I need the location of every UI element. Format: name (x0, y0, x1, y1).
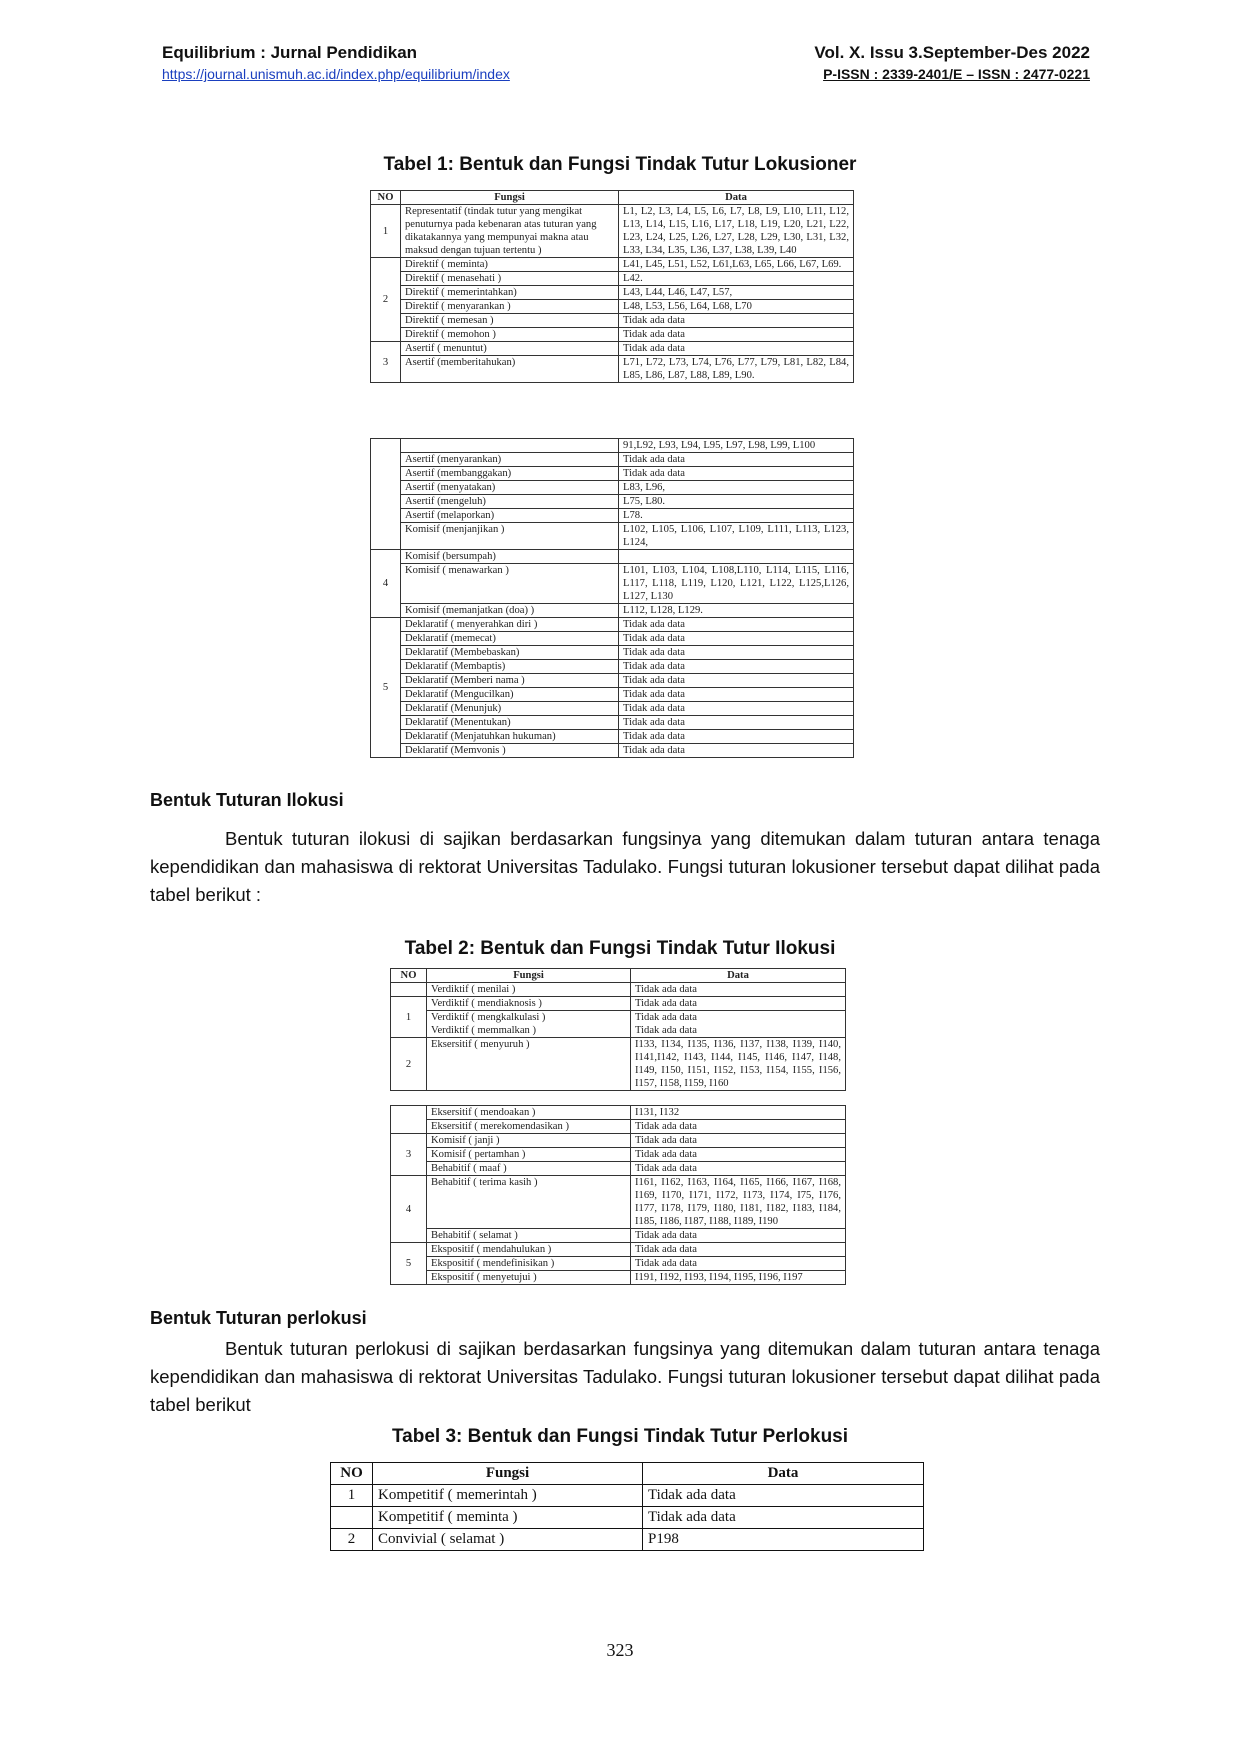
table-row (371, 356, 854, 383)
table1-part2 (370, 438, 854, 758)
fungsi-cell: Verdiktif ( mendiaknosis ) (427, 997, 631, 1011)
fungsi-cell: Verdiktif ( menilai ) (427, 983, 631, 997)
table-row (371, 564, 854, 604)
table-row (371, 632, 854, 646)
table-row (391, 1243, 846, 1257)
column-header-0: NO (391, 969, 427, 983)
table-row (371, 453, 854, 467)
fungsi-cell: Eksersitif ( merekomendasikan ) (427, 1120, 631, 1134)
table-row (371, 258, 854, 272)
fungsi-cell: Kompetitif ( meminta ) (373, 1507, 643, 1529)
table-row (371, 702, 854, 716)
data-cell: Tidak ada data (619, 730, 854, 744)
fungsi-cell: Asertif (memberitahukan) (401, 356, 619, 383)
table-row (371, 467, 854, 481)
fungsi-cell: Deklaratif (memecat) (401, 632, 619, 646)
fungsi-cell: Direktif ( menyarankan ) (401, 300, 619, 314)
data-cell: Tidak ada data (631, 1148, 846, 1162)
table-row (371, 744, 854, 758)
data-cell: Tidak ada data (619, 702, 854, 716)
fungsi-cell (401, 439, 619, 453)
data-cell: I161, I162, I163, I164, I165, I166, I167, I168, I169, I170, I171, I172, I173, I174, I75, I176, I177, I178, I179, I180, I181, I182, I183, I184, I185, I186, I187, I188, I189, I190 (631, 1176, 846, 1229)
table-row (391, 1148, 846, 1162)
data-cell: I133, I134, I135, I136, I137, I138, I139, I140, I141,I142, I143, I144, I145, I146, I147, I148, I149, I150, I151, I152, I153, I154, I155, I156, I157, I158, I159, I160 (631, 1038, 846, 1091)
row-number: 2 (371, 258, 401, 342)
data-cell: I131, I132 (631, 1106, 846, 1120)
data-cell: Tidak ada data (643, 1507, 924, 1529)
paragraph-ilokusi: Bentuk tuturan ilokusi di sajikan berdasarkan fungsinya yang ditemukan dalam tuturan antara tenaga kependidikan dan mahasiswa di rektorat Universitas Tadulako. Fungsi tuturan lokusioner tersebut dapat dilihat pada tabel berikut : (150, 828, 1100, 905)
row-number (371, 439, 401, 550)
fungsi-cell: Asertif (mengeluh) (401, 495, 619, 509)
table-row (391, 1162, 846, 1176)
data-cell: Tidak ada data (619, 618, 854, 632)
fungsi-cell: Behabitif ( selamat ) (427, 1229, 631, 1243)
fungsi-cell: Convivial ( selamat ) (373, 1529, 643, 1551)
data-cell: Tidak ada data (619, 744, 854, 758)
table-header-row (371, 191, 854, 205)
row-number: 1 (371, 205, 401, 258)
fungsi-cell: Deklaratif (Membaptis) (401, 660, 619, 674)
row-number (391, 1106, 427, 1134)
fungsi-cell: Deklaratif (Menentukan) (401, 716, 619, 730)
section-heading-ilokusi: Bentuk Tuturan Ilokusi (150, 790, 344, 810)
fungsi-cell: Behabitif ( terima kasih ) (427, 1176, 631, 1229)
table-header-row (331, 1463, 924, 1485)
table-row (371, 272, 854, 286)
data-cell: Tidak ada data (619, 453, 854, 467)
table-row (391, 1106, 846, 1120)
fungsi-cell: Ekspositif ( mendahulukan ) (427, 1243, 631, 1257)
data-cell: Tidak ada data (619, 314, 854, 328)
column-header-0: NO (331, 1463, 373, 1485)
data-cell: L101, L103, L104, L108,L110, L114, L115, L116, L117, L118, L119, L120, L121, L122, L125,L126, L127, L130 (619, 564, 854, 604)
data-cell: Tidak ada data (631, 1257, 846, 1271)
data-cell: Tidak ada data (631, 1243, 846, 1257)
data-cell: L42. (619, 272, 854, 286)
fungsi-cell: Komisif (bersumpah) (401, 550, 619, 564)
row-number: 4 (371, 550, 401, 618)
issn-info: P-ISSN : 2339-2401/E – ISSN : 2477-0221 (823, 66, 1090, 82)
table-row (371, 730, 854, 744)
row-number: 1 (331, 1485, 373, 1507)
data-cell: Tidak ada data (631, 997, 846, 1011)
fungsi-cell: Deklaratif ( menyerahkan diri ) (401, 618, 619, 632)
table-row (391, 983, 846, 997)
fungsi-cell: Deklaratif (Memvonis ) (401, 744, 619, 758)
fungsi-cell: Eksersitif ( mendoakan ) (427, 1106, 631, 1120)
table-row (371, 300, 854, 314)
data-cell: Tidak ada data (619, 328, 854, 342)
row-number: 5 (371, 618, 401, 758)
column-header-0: NO (371, 191, 401, 205)
table-row (371, 523, 854, 550)
fungsi-cell: Asertif (melaporkan) (401, 509, 619, 523)
fungsi-cell: Verdiktif ( mengkalkulasi ) Verdiktif ( memmalkan ) (427, 1011, 631, 1038)
fungsi-cell: Asertif (menyarankan) (401, 453, 619, 467)
row-number: 4 (391, 1176, 427, 1243)
table-row (371, 286, 854, 300)
data-cell (619, 550, 854, 564)
table1-part1 (370, 190, 854, 383)
data-cell: L1, L2, L3, L4, L5, L6, L7, L8, L9, L10, L11, L12, L13, L14, L15, L16, L17, L18, L19, L20, L21, L22, L23, L24, L25, L26, L27, L28, L29, L30, L31, L32, L33, L34, L35, L36, L37, L38, L39, L40 (619, 205, 854, 258)
data-cell: Tidak ada data (619, 632, 854, 646)
paragraph-perlokusi: Bentuk tuturan perlokusi di sajikan berdasarkan fungsinya yang ditemukan dalam tuturan antara tenaga kependidikan dan mahasiswa di rektorat Universitas Tadulako. Fungsi tuturan lokusioner tersebut dapat dilihat pada tabel berikut (150, 1338, 1100, 1415)
data-cell: Tidak ada data (631, 1162, 846, 1176)
data-cell: Tidak ada data (643, 1485, 924, 1507)
table2-caption: Tabel 2: Bentuk dan Fungsi Tindak Tutur Ilokusi (404, 938, 836, 959)
page-number: 323 (606, 1640, 634, 1660)
table-row (371, 716, 854, 730)
data-cell: L71, L72, L73, L74, L76, L77, L79, L81, L82, L84, L85, L86, L87, L88, L89, L90. (619, 356, 854, 383)
table-row (391, 1176, 846, 1229)
table-row (371, 688, 854, 702)
section-heading-perlokusi: Bentuk Tuturan perlokusi (150, 1308, 367, 1328)
table-row (371, 328, 854, 342)
row-number: 3 (371, 342, 401, 383)
data-cell: I191, I192, I193, I194, I195, I196, I197 (631, 1271, 846, 1285)
column-header-2: Data (643, 1463, 924, 1485)
table-row (371, 509, 854, 523)
table2-part1 (390, 968, 846, 1091)
column-header-1: Fungsi (373, 1463, 643, 1485)
table-row (371, 481, 854, 495)
row-number: 1 (391, 997, 427, 1038)
fungsi-cell: Asertif (membanggakan) (401, 467, 619, 481)
fungsi-cell: Asertif ( menuntut) (401, 342, 619, 356)
fungsi-cell: Behabitif ( maaf ) (427, 1162, 631, 1176)
fungsi-cell: Komisif ( janji ) (427, 1134, 631, 1148)
data-cell: L112, L128, L129. (619, 604, 854, 618)
table-row (371, 205, 854, 258)
data-cell: Tidak ada data (631, 1229, 846, 1243)
table2-part2 (390, 1105, 846, 1285)
table-row (371, 618, 854, 632)
table1-caption: Tabel 1: Bentuk dan Fungsi Tindak Tutur Lokusioner (383, 154, 857, 175)
fungsi-cell: Asertif (menyatakan) (401, 481, 619, 495)
data-cell: Tidak ada data (619, 688, 854, 702)
fungsi-cell: Deklaratif (Membebaskan) (401, 646, 619, 660)
fungsi-cell: Direktif ( menasehati ) (401, 272, 619, 286)
fungsi-cell: Komisif ( menawarkan ) (401, 564, 619, 604)
table-row (371, 495, 854, 509)
fungsi-cell: Direktif ( meminta) (401, 258, 619, 272)
table-row (391, 1120, 846, 1134)
table-row (371, 646, 854, 660)
table-row (391, 1271, 846, 1285)
table-row (391, 1134, 846, 1148)
fungsi-cell: Ekspositif ( mendefinisikan ) (427, 1257, 631, 1271)
data-cell: Tidak ada data (619, 716, 854, 730)
journal-title: Equilibrium : Jurnal Pendidikan (162, 43, 418, 62)
data-cell: L75, L80. (619, 495, 854, 509)
fungsi-cell: Komisif (memanjatkan (doa) ) (401, 604, 619, 618)
data-cell: L102, L105, L106, L107, L109, L111, L113, L123, L124, (619, 523, 854, 550)
table-row (391, 1011, 846, 1038)
data-cell: P198 (643, 1529, 924, 1551)
column-header-1: Fungsi (427, 969, 631, 983)
data-cell: Tidak ada data (619, 467, 854, 481)
column-header-1: Fungsi (401, 191, 619, 205)
table3 (330, 1462, 924, 1551)
table-row (371, 674, 854, 688)
table-row (371, 342, 854, 356)
data-cell: L78. (619, 509, 854, 523)
fungsi-cell: Direktif ( memohon ) (401, 328, 619, 342)
table-row (331, 1529, 924, 1551)
data-cell: L43, L44, L46, L47, L57, (619, 286, 854, 300)
fungsi-cell: Kompetitif ( memerintah ) (373, 1485, 643, 1507)
column-header-2: Data (631, 969, 846, 983)
fungsi-cell: Deklaratif (Menunjuk) (401, 702, 619, 716)
fungsi-cell: Deklaratif (Menjatuhkan hukuman) (401, 730, 619, 744)
data-cell: L83, L96, (619, 481, 854, 495)
data-cell: 91,L92, L93, L94, L95, L97, L98, L99, L100 (619, 439, 854, 453)
row-number (391, 983, 427, 997)
table-row (371, 604, 854, 618)
fungsi-cell: Direktif ( memerintahkan) (401, 286, 619, 300)
table-row (391, 1229, 846, 1243)
volume-info: Vol. X. Issu 3.September-Des 2022 (814, 43, 1090, 62)
data-cell: Tidak ada data (631, 1120, 846, 1134)
journal-url-link[interactable]: https://journal.unismuh.ac.id/index.php/equilibrium/index (162, 66, 510, 82)
table-row (371, 660, 854, 674)
data-cell: L41, L45, L51, L52, L61,L63, L65, L66, L67, L69. (619, 258, 854, 272)
data-cell: Tidak ada data (619, 342, 854, 356)
table-row (331, 1485, 924, 1507)
table-header-row (391, 969, 846, 983)
row-number: 2 (331, 1529, 373, 1551)
table3-caption: Tabel 3: Bentuk dan Fungsi Tindak Tutur Perlokusi (391, 1426, 849, 1447)
fungsi-cell: Ekspositif ( menyetujui ) (427, 1271, 631, 1285)
fungsi-cell: Eksersitif ( menyuruh ) (427, 1038, 631, 1091)
data-cell: Tidak ada data (619, 674, 854, 688)
data-cell: Tidak ada data (631, 1134, 846, 1148)
row-number: 5 (391, 1243, 427, 1285)
data-cell: Tidak ada data (619, 660, 854, 674)
column-header-2: Data (619, 191, 854, 205)
data-cell: L48, L53, L56, L64, L68, L70 (619, 300, 854, 314)
table-row (371, 439, 854, 453)
table-row (371, 550, 854, 564)
row-number (331, 1507, 373, 1529)
journal-header (162, 42, 510, 84)
table-row (371, 314, 854, 328)
fungsi-cell: Representatif (tindak tutur yang mengikat penuturnya pada kebenaran atas tuturan yang dikatakannya yang mempunyai makna atau maksud dengan tujuan tertentu ) (401, 205, 619, 258)
data-cell: Tidak ada data (619, 646, 854, 660)
row-number: 2 (391, 1038, 427, 1091)
data-cell: Tidak ada data Tidak ada data (631, 1011, 846, 1038)
fungsi-cell: Deklaratif (Memberi nama ) (401, 674, 619, 688)
fungsi-cell: Komisif ( pertamhan ) (427, 1148, 631, 1162)
data-cell: Tidak ada data (631, 983, 846, 997)
issue-header (814, 42, 1090, 84)
fungsi-cell: Komisif (menjanjikan ) (401, 523, 619, 550)
table-row (391, 1038, 846, 1091)
table-row (331, 1507, 924, 1529)
table-row (391, 997, 846, 1011)
fungsi-cell: Direktif ( memesan ) (401, 314, 619, 328)
table-row (391, 1257, 846, 1271)
fungsi-cell: Deklaratif (Mengucilkan) (401, 688, 619, 702)
row-number: 3 (391, 1134, 427, 1176)
